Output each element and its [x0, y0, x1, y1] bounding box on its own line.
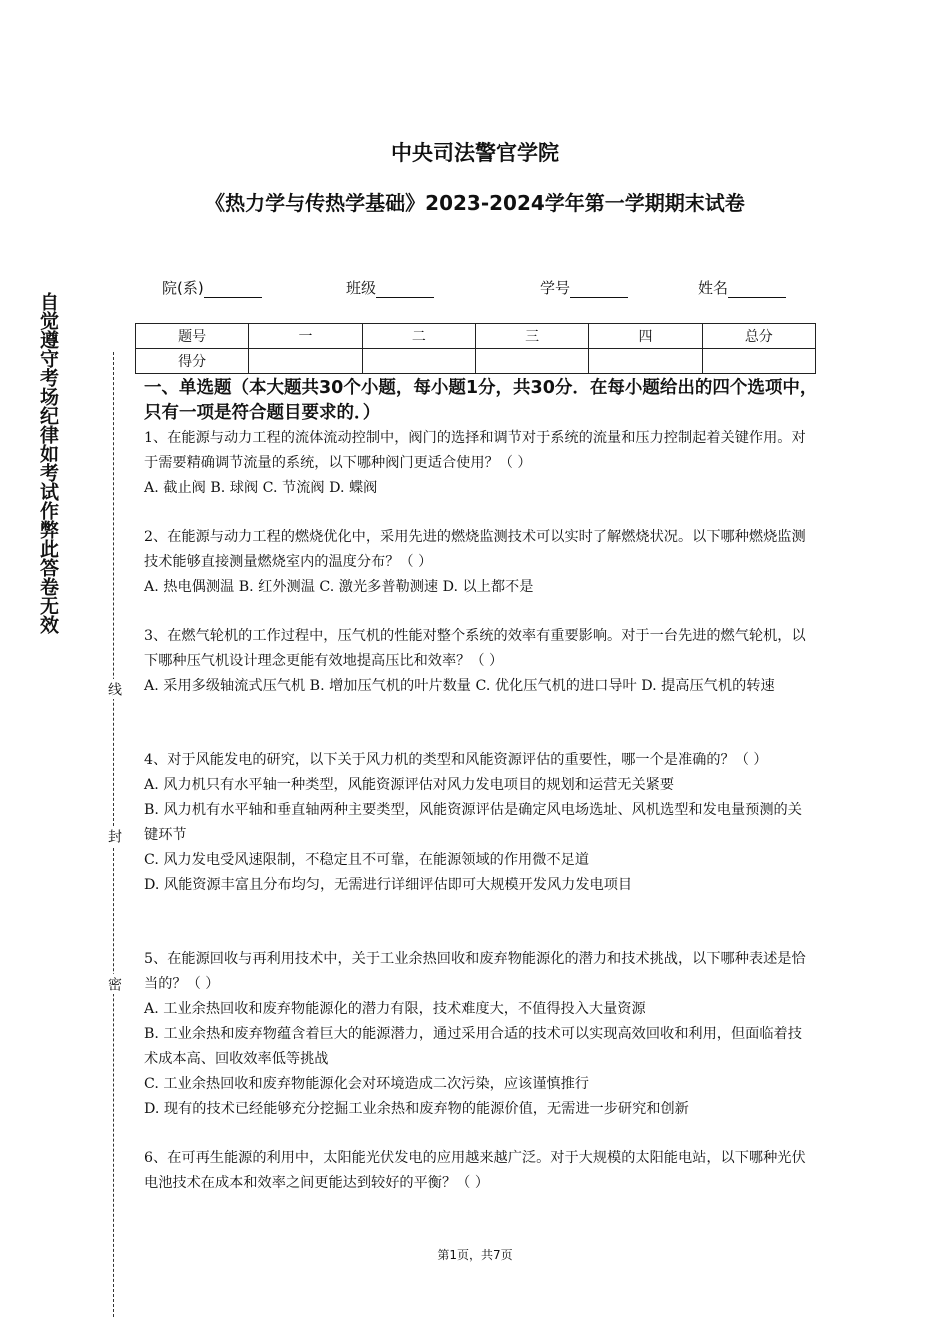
score-cell[interactable] [702, 349, 815, 374]
question-1 [144, 426, 810, 501]
question-4 [144, 748, 810, 898]
exam-title: 《热力学与传热学基础》2023-2024学年第一学期期末试卷 [205, 191, 745, 215]
question-option: C. 风力发电受风速限制，不稳定且不可靠，在能源领域的作用微不足道 [144, 852, 589, 868]
question-6 [144, 1146, 810, 1196]
question-option: B. 工业余热和废弃物蕴含着巨大的能源潜力，通过采用合适的技术可以实现高效回收和利用，但面临着技术成本高、回收效率低等挑战 [144, 1026, 802, 1067]
question-5 [144, 947, 810, 1122]
question-option: B. 风力机有水平轴和垂直轴两种主要类型，风能资源评估是确定风电场选址、风机选型和发电量预测的关键环节 [144, 802, 802, 843]
table-header-cell: 题号 [136, 324, 249, 349]
table-header-cell: 二 [362, 324, 475, 349]
question-stem: 5、在能源回收与再利用技术中，关于工业余热回收和废弃物能源化的潜力和技术挑战，以下哪种表述是恰当的？（ ） [144, 951, 806, 992]
student-id-label: 学号 [540, 279, 571, 297]
score-cell[interactable] [249, 349, 362, 374]
table-header-cell: 总分 [702, 324, 815, 349]
question-option: A. 截止阀 B. 球阀 C. 节流阀 D. 蝶阀 [144, 480, 378, 496]
name-label: 姓名 [698, 279, 729, 297]
question-option: A. 采用多级轴流式压气机 B. 增加压气机的叶片数量 C. 优化压气机的进口导叶 D. 提高压气机的转速 [144, 678, 775, 694]
class-blank[interactable] [376, 281, 434, 298]
score-row-label: 得分 [136, 349, 249, 374]
student-id-blank[interactable] [570, 281, 628, 298]
question-stem: 1、在能源与动力工程的流体流动控制中，阀门的选择和调节对于系统的流量和压力控制起着关键作用。对于需要精确调节流量的系统，以下哪种阀门更适合使用？（ ） [144, 430, 806, 471]
question-stem: 4、对于风能发电的研究，以下关于风力机的类型和风能资源评估的重要性，哪一个是准确的？（ ） [144, 752, 768, 768]
score-table-score-row [136, 349, 816, 374]
score-table-header-row [136, 324, 816, 349]
name-blank[interactable] [728, 281, 786, 298]
question-option: A. 风力机只有水平轴一种类型，风能资源评估对风力发电项目的规划和运营无关紧要 [144, 777, 675, 793]
side-motto: 自觉遵守考场纪律如考试作弊此答卷无效 [37, 292, 59, 634]
question-stem: 2、在能源与动力工程的燃烧优化中，采用先进的燃烧监测技术可以实时了解燃烧状况。以下哪种燃烧监测技术能够直接测量燃烧室内的温度分布？（ ） [144, 529, 806, 570]
class-label: 班级 [346, 279, 377, 297]
question-option: A. 工业余热回收和废弃物能源化的潜力有限，技术难度大，不值得投入大量资源 [144, 1001, 646, 1017]
section-heading: 一、单选题（本大题共30个小题，每小题1分，共30分．在每小题给出的四个选项中，只有一项是符合题目要求的．） [144, 378, 818, 423]
question-option: D. 风能资源丰富且分布均匀，无需进行详细评估即可大规模开发风力发电项目 [144, 877, 633, 893]
question-option: A. 热电偶测温 B. 红外测温 C. 激光多普勒测速 D. 以上都不是 [144, 579, 534, 595]
table-header-cell: 四 [589, 324, 702, 349]
student-id-field [540, 277, 628, 298]
page-footer: 第1页，共7页 [437, 1248, 513, 1262]
department-blank[interactable] [204, 281, 262, 298]
score-table [135, 323, 816, 374]
question-3 [144, 624, 810, 699]
binding-seal-char: 封 [104, 826, 124, 846]
binding-line-char: 线 [104, 679, 124, 699]
class-field [346, 277, 434, 298]
school-name: 中央司法警官学院 [391, 141, 559, 165]
question-stem: 6、在可再生能源的利用中，太阳能光伏发电的应用越来越广泛。对于大规模的太阳能电站，以下哪种光伏电池技术在成本和效率之间更能达到较好的平衡？（ ） [144, 1150, 806, 1191]
department-field [162, 277, 262, 298]
question-option: C. 工业余热回收和废弃物能源化会对环境造成二次污染，应该谨慎推行 [144, 1076, 589, 1092]
table-header-cell: 一 [249, 324, 362, 349]
binding-secret-char: 密 [104, 974, 124, 994]
name-field [698, 277, 786, 298]
question-option: D. 现有的技术已经能够充分挖掘工业余热和废弃物的能源价值，无需进一步研究和创新 [144, 1101, 689, 1117]
score-cell[interactable] [362, 349, 475, 374]
score-cell[interactable] [589, 349, 702, 374]
question-2 [144, 525, 810, 600]
score-cell[interactable] [475, 349, 588, 374]
department-label: 院(系) [162, 279, 204, 297]
question-stem: 3、在燃气轮机的工作过程中，压气机的性能对整个系统的效率有重要影响。对于一台先进的燃气轮机，以下哪种压气机设计理念更能有效地提高压比和效率？（ ） [144, 628, 806, 669]
table-header-cell: 三 [475, 324, 588, 349]
